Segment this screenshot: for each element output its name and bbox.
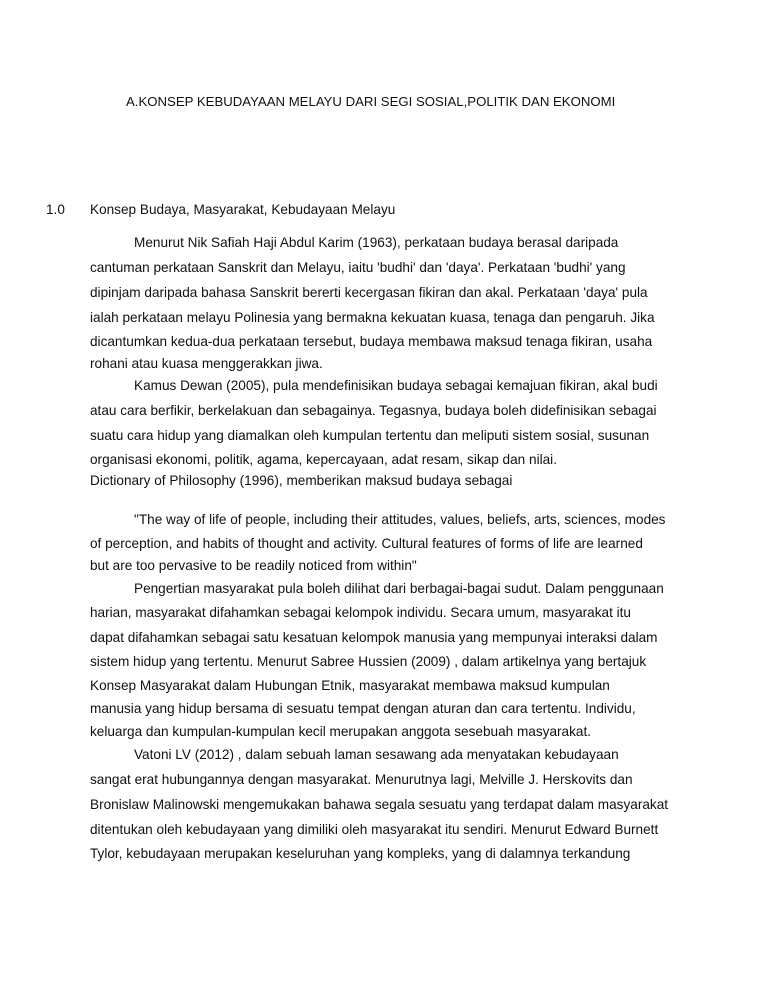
quote-line: of perception, and habits of thought and activity. Cultural features of forms of life are learned (90, 536, 643, 551)
paragraph-line: cantuman perkataan Sanskrit dan Melayu, iaitu 'budhi' dan 'daya'. Perkataan 'budhi' yang (90, 260, 626, 275)
paragraph-line: organisasi ekonomi, politik, agama, kepercayaan, adat resam, sikap dan nilai. (90, 452, 557, 467)
paragraph-line: harian, masyarakat difahamkan sebagai kelompok individu. Secara umum, masyarakat itu (90, 605, 631, 620)
paragraph-line: dicantumkan kedua-dua perkataan tersebut, budaya membawa maksud tenaga fikiran, usaha (90, 334, 653, 349)
paragraph-line: Kamus Dewan (2005), pula mendefinisikan budaya sebagai kemajuan fikiran, akal budi (134, 378, 658, 393)
quote-line: "The way of life of people, including their attitudes, values, beliefs, arts, sciences, modes (134, 512, 666, 527)
paragraph-line: Vatoni LV (2012) , dalam sebuah laman sesawang ada menyatakan kebudayaan (134, 747, 619, 762)
paragraph-line: Dictionary of Philosophy (1996), memberikan maksud budaya sebagai (90, 473, 513, 488)
paragraph-line: Menurut Nik Safiah Haji Abdul Karim (1963), perkataan budaya berasal daripada (134, 235, 619, 250)
paragraph-line: Pengertian masyarakat pula boleh dilihat dari berbagai-bagai sudut. Dalam penggunaan (134, 581, 664, 596)
paragraph-line: ditentukan oleh kebudayaan yang dimiliki oleh masyarakat itu sendiri. Menurut Edward Burnett (90, 822, 659, 837)
paragraph-line: Tylor, kebudayaan merupakan keseluruhan yang kompleks, yang di dalamnya terkandung (90, 846, 631, 861)
paragraph-line: rohani atau kuasa menggerakkan jiwa. (90, 356, 323, 371)
paragraph-line: sistem hidup yang tertentu. Menurut Sabree Hussien (2009) , dalam artikelnya yang bertajuk (90, 654, 647, 669)
paragraph-line: atau cara berfikir, berkelakuan dan sebagainya. Tegasnya, budaya boleh didefinisikan sebagai (90, 403, 657, 418)
paragraph-line: dipinjam daripada bahasa Sanskrit bererti kecergasan fikiran dan akal. Perkataan 'daya' pula (90, 285, 648, 300)
quote-line: but are too pervasive to be readily noticed from within" (90, 558, 417, 573)
paragraph-line: sangat erat hubungannya dengan masyarakat. Menurutnya lagi, Melville J. Herskovits dan (90, 772, 633, 787)
document-title: A.KONSEP KEBUDAYAAN MELAYU DARI SEGI SOSIAL,POLITIK DAN EKONOMI (126, 94, 616, 109)
paragraph-line: Konsep Masyarakat dalam Hubungan Etnik, masyarakat membawa maksud kumpulan (90, 678, 610, 693)
paragraph-line: ialah perkataan melayu Polinesia yang bermakna kekuatan kuasa, tenaga dan pengaruh. Jika (90, 310, 655, 325)
paragraph-line: Bronislaw Malinowski mengemukakan bahawa segala sesuatu yang terdapat dalam masyarakat (90, 797, 669, 812)
section-number: 1.0 (46, 202, 65, 217)
paragraph-line: manusia yang hidup bersama di sesuatu tempat dengan aturan dan cara tertentu. Individu, (90, 701, 636, 716)
paragraph-line: keluarga dan kumpulan-kumpulan kecil merupakan anggota sesebuah masyarakat. (90, 724, 592, 739)
section-heading: Konsep Budaya, Masyarakat, Kebudayaan Melayu (90, 202, 396, 217)
paragraph-line: suatu cara hidup yang diamalkan oleh kumpulan tertentu dan meliputi sistem sosial, susunan (90, 428, 650, 443)
paragraph-line: dapat difahamkan sebagai satu kesatuan kelompok manusia yang mempunyai interaksi dalam (90, 630, 658, 645)
